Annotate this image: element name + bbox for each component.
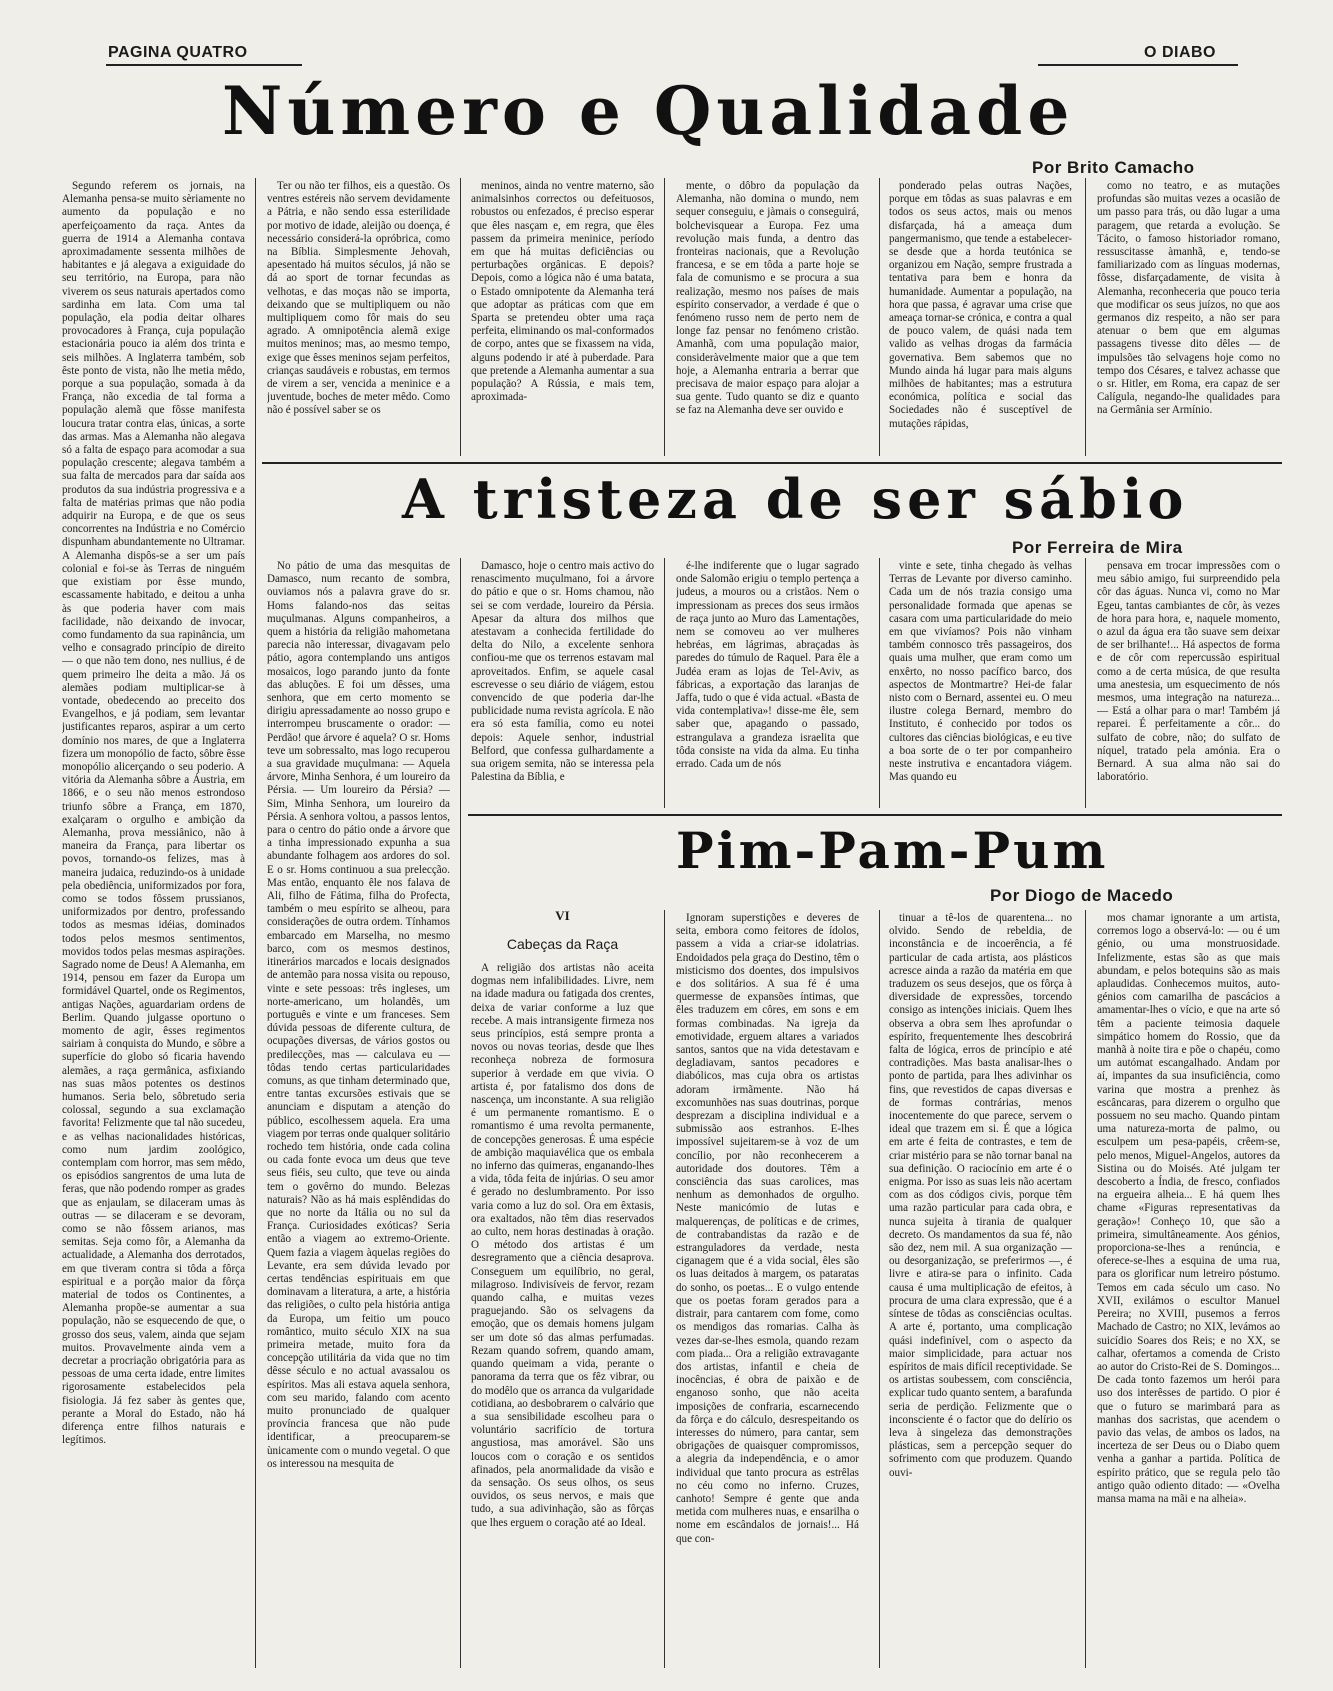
header-rule-right	[1038, 64, 1238, 66]
article1-column-6	[1097, 180, 1280, 456]
article2-column-1	[267, 560, 450, 1668]
column-divider	[664, 178, 665, 456]
article2-column-4-text: vinte e sete, tinha chegado às velhas Terras de Levante por diverso caminho. Cada um de nós trazia consigo uma personalidade formada que apenas se casara com uma particularidade do meio em que vivíamos? Pois não vinham também connosco três passageiros, dos quais uma mulher, que eram como um enxêrto, no nosso pacífico barco, dos aspectos de Montmartre? Hei-de falar nisto com o Bernard, assentei eu. O meu ilustre colega Bernard, membro do Instituto, é conhecido por todos os cultores das ciências biológicas, e eu tive a boa sorte de o ter por companheiro neste instrutiva e encantadora viágem. Mas quando eu	[889, 560, 1072, 784]
article1-column-3	[471, 180, 654, 456]
article2-column-2-text: Damasco, hoje o centro mais activo do renascimento muçulmano, foi a árvore do pátio e que o sr. Homs chamou, não sei se com verdade, loureiro da Pérsia. Apesar da altura dos milhos que atestavam a conhecida fertilidade do delta do Nilo, a excelente senhora confiou-me que os terrenos estavam mal aproveitados. Enfim, se aquele casal escrevesse o seu diário de viágem, estou convencido de que poderia dar-lhe publicidade numa revista agrícola. E não era só esta família, como eu notei depois: Aquele senhor, industrial Belford, que confessa gulhardamente a sua origem semita, não se interessa pela Palestina da Bíblia, e	[471, 560, 654, 784]
article3-column-4	[1097, 912, 1280, 1668]
article2-column-2	[471, 560, 654, 808]
article3-column-3	[889, 912, 1072, 1668]
column-divider	[255, 178, 256, 1668]
article-separator-rule	[262, 462, 1282, 464]
article-title-numero-e-qualidade: Número e Qualidade	[222, 72, 1075, 150]
header-rule-left	[106, 64, 302, 66]
column-divider	[460, 558, 461, 1668]
article1-column-5	[889, 180, 1072, 456]
section-title: Cabeças da Raça	[506, 936, 619, 952]
column-divider	[1085, 558, 1086, 808]
article-byline-ferreira-de-mira: Por Ferreira de Mira	[1012, 538, 1183, 557]
column-divider	[1085, 910, 1086, 1668]
article1-column-1	[62, 180, 245, 1668]
article2-column-3-text: é-lhe indiferente que o lugar sagrado onde Salomão erigiu o templo pertença a judeus, a mouros ou a cristãos. Nem o impressionam as preces dos seus irmãos de raça junto ao Muro das Lamentações, nem se comoveu ao ver mulheres hebréas, em lágrimas, abraçadas às paredes do túmulo de Raquel. Para êle a Judéa eram as lojas de Tel-Aviv, as fábricas, a exportação das laranjas de Jaffa, tudo o que é vida actual. «Basta de vida contemplativa»! disse-me êle, sem saber que, apagando o passado, estrangulava a grandeza israelita que tôda consiste na vida da alma. Eu tinha errado. Cada um de nós	[676, 560, 859, 771]
article1-column-2-text: Ter ou não ter filhos, eis a questão. Os ventres estéreis não servem devidamente a Pátria, e não sendo essa esterilidade por motivo de idade, aleijão ou doença, é necessário considerá-la opróbrica, como na Bíblia. Simplesmente Jehovah, apesentado há muitos séculos, já não se dá ao sport de tornar fecundas as velhotas, e das moças não se importa, deixando que se multipliquem ou não multipliquem como fôr mais do seu agrado. A omnipotência alemã exige muitos meninos; mas, ao mesmo tempo, exige que êsses meninos sejam perfeitos, crianças saudáveis e robustas, em termos de virem a ser, vencida a meninice e a juventude, boches de meter mêdo. Como não é possível saber se os	[267, 180, 450, 417]
article3-column-1-text: A religião dos artistas não aceita dogmas nem infalibilidades. Livre, nem na idade madura ou fatigada dos crentes, deixa de variar conforme a luz que recebe. A mais intransigente firmeza nos seus princípios, está sempre pronta a novos ou novas teorias, desde que lhes reconheça nobreza de formosura superior à verdade em que vivia. O artista é, por fatalismo dos dons de nascença, um inconstante. A sua religião é um permanente romantismo. E o romantismo é uma revolta permanente, de concepções generosas. É uma espécie de ambição maquiavélica que os embala no inferno das quimeras, enganando-lhes a vida, tôda feita de injúrias. O seu amor é gerado no deslumbramento. Por isso varia como a luz do sol. Ora em êxtasis, ora exaltados, não têm dias reservados ao culto, nem horas destinadas à oração. O método dos artistas é um desregramento que a ciência desaprova. Conseguem um equilíbrio, no geral, milagroso. Indivisíveis de fervor, rezam quando calha, e muitas vezes praguejando. São os selvagens da emoção, que os demais homens julgam ser um dote só das almas perfumadas. Rezam quando sofrem, quando amam, quando queimam a vida, perante o panorama da terra que os fêz vibrar, ou do modêlo que os arranca da vulgaridade cotidiana, ao desbobrarem o calvário que a sua sensibilidade escolheu para o voluntário sacrifício de tortura angustiosa, mas amorável. São uns loucos com o coração e os sentidos afinados, pela anormalidade da visão e da sensação. Os seus olhos, os seus ouvidos, os seus nervos, e mais que tudo, a sua adivinhação, são as fôrças que lhes erguem o coração até ao Ideal.	[471, 962, 654, 1529]
article2-column-3	[676, 560, 859, 808]
article1-column-5-text: ponderado pelas outras Nações, porque em tôdas as suas palavras e em todos os seus actos, mais ou menos disfarçada, há a ameaça dum pangermanismo, que tende a estabelecer-se desde que a horda teutónica se organizou em Nação, sempre frustrada a tentativa para bem e honra da humanidade. Aumentar a população, na hora que passa, é agravar uma crise que ameaça tornar-se crónica, e contra a qual de pouco valem, de quási nada tem valido as velhas drogas da farmácia governativa. Bem sabemos que no Mundo ainda há lugar para mais alguns milhões de habitantes; mas a estrutura económica, política e social das Sociedades não é susceptível de mutações rápidas,	[889, 180, 1072, 430]
article1-column-6-text: como no teatro, e as mutações profundas são muitas vezes a ocasião de um passo para trás, ou dão lugar a uma paragem, que retarda a evolução. Se Tácito, o famoso historiador romano, ressuscitasse àmanhã, e, tendo-se familiarizado com as línguas modernas, fôsse, disfarçadamente, de visita à Alemanha, reconheceria que pouco teria que modificar os seus juízos, no que aos germanos diz respeito, a não ser para atenuar o bem que em algumas passagens tivesse dito dêles — de impulsões tão selvagens hoje como no tempo dos Césares, e talvez achasse que o sr. Hitler, em Roma, era capaz de ser Calígula, negando-lhe qualidades para na Germânia ser Armínio.	[1097, 180, 1280, 417]
column-divider	[664, 558, 665, 808]
article3-column-3-text: tinuar a tê-los de quarentena... no olvido. Sendo de rebeldia, de inconstância e de incoerência, a fé particular de cada artista, aos plásticos acresce ainda a razão da matéria em que traduzem os seus desejos, que os fôrça à diversidade de expressões, torcendo consigo as intenções iniciais. Quem lhes observa a obra sem lhes aprofundar o espírito, frequentemente lhes descobrirá falta de lógica, erros de princípio e até contradições. Mas basta analisar-lhes o ponto de partida, para lhes adivinhar os fins, que revestidos de capas diversas e de formas contrárias, menos inocentemente do que parece, servem o ideal que trazem em si. É que a lógica em arte é feita de contrastes, e tem de criar mistério para se não tornar banal na sua definição. O raciocínio em arte é o enigma. Por isso as suas leis não acertam com as dos códigos civis, porque têm uma razão particular para cada obra, e nunca sujeita à tirania de qualquer decreto. Os mandamentos da sua fé, não são dez, nem mil. A sua organização — ou desorganização, se preferirmos —, é livre e atira-se para o infinito. Cada causa é uma multiplicação de efeitos, à procura de uma clara expressão, que é a síntese de tôdas as consciências ocultas. A arte é, portanto, uma complicação quási indefinível, com o aspecto da maior simplicidade, para actuar nos espíritos de mais difícil receptividade. Se os artistas soubessem, com consciência, explicar tudo quanto sentem, a barafunda seria de perdição. Felizmente que o inconsciente é o factor que do delírio os leva à singeleza das demonstrações plásticas, sem a percepção sequer do sofrimento com que produzem. Quando ouvi-	[889, 912, 1072, 1479]
section-number: VI	[555, 908, 570, 923]
article3-column-2	[676, 912, 859, 1668]
article-separator-rule	[468, 814, 1282, 816]
article-byline-diogo-de-macedo: Por Diogo de Macedo	[990, 886, 1174, 905]
newspaper-name-header: O DIABO	[1144, 44, 1216, 61]
article3-column-2-text: Ignoram superstições e deveres de seita, embora como feitores de ídolos, passem a vida a criar-se idolatrias. Endoidados pela graça do Destino, têm o misticismo dos doentes, dos impulsivos e dos solitários. A sua fé é uma quermesse de expansões íntimas, que êles traduzem em côres, em sons e em formas combinadas. Na igreja da emotividade, erguem altares a variados santos, santos que na vida detestavam e degladiavam, santos pecadores e diabólicos, mas cuja obra os artistas adoram irmãmente. Não há excomunhões nas suas doutrinas, porque desprezam a disciplina individual e a submissão aos estranhos. E-lhes impossível sujeitarem-se à voz de um concílio, por não reconhecerem a autoridade dos doutores. Têm a consciência das suas carolices, mas nenhum as demonhados de orgulho. Neste manicómio de lutas e malquerenças, de políticas e de crimes, de contrabandistas da razão e de estranguladores da verdade, nesta ciganagem que é a vida social, êles são os luas deitados à margem, os pataratas do sonho, os poetas... E o vulgo entende que os poetas foram gerados para a distrair, para cantarem com fome, como os mendigos das romarias. Calha às vezes dar-se-lhes esmola, quando rezam com piada... Ora a religião extravagante dos artistas, infantil e cheia de inocências, é obra de paixão e de enganoso sonho, que não aceita imposições de confraria, escarnecendo da fôrça e do cálculo, desrespeitando os interesses do número, para cantar, sem obrigações de quaisquer compromissos, a alegria da independência, e o amor individual que tanto procura as estrêlas no céu como no inferno. Cruzes, canhoto! Sempre é gente que anda metida com mulheres nuas, e ensarilha o nome em escândalos de jornais!... Há que con-	[676, 912, 859, 1545]
article1-column-4	[676, 180, 859, 456]
article2-column-5-text: pensava em trocar impressões com o meu sábio amigo, fui surpreendido pela côr das águas. Nunca vi, como no Mar Egeu, tantas cambiantes de côr, às vezes de hora para hora, e, naquele momento, o azul da água era tão suave sem deixar de ser brilhante!... Há aspectos de forma e de côr com repercussão espiritual como a de certa música, de que resulta uma anestesia, um esquecimento de nós mesmos, uma integração na natureza... — Está a olhar para o mar! Também já reparei. É perfeitamente a côr... do sulfato de cobre, não; do sulfato de níquel, tratado pela amónia. Era o Bernard. A sua alma não sai do laboratório.	[1097, 560, 1280, 784]
article1-column-1-text: Segundo referem os jornais, na Alemanha pensa-se muito sèriamente no aumento da população e no aperfeiçoamento da raça. Antes da guerra de 1914 a Alemanha contava aproximadamente sessenta milhões de habitantes e já alegava a exiguidade do seu território, na Europa, para não viverem os seus naturais apertados como sardinha em lata. Com uma tal população, ela podia deitar olhares provocadores à França, cuja população estacionária pouco ia além dos trinta e seis milhões. A Inglaterra também, sob êste ponto de vista, não lhe metia mêdo, porque a sua população, somada à da França, não excedia de tal forma a população alemã que fôsse manifesta loucura tratar contra elas, únicas, a sorte das armas. Mas a Alemanha não alegava só a falta de espaço para acomodar a sua população crescente; alegava também a sua falta de mercados para dar saída aos produtos da sua indústria progressiva e a falta de matérias primas que não podia adquirir na Europa, e de que os seus concorrentes na Indústria e no Comércio dispunham abundantemente no Ultramar. A Alemanha dispôs-se a ser um país colonial e foi-se às Terras de ninguém que existiam por êsse mundo, escassamente habitado, e deitou a unha às que poderia haver com mais facilidade, não deixando de invocar, como fundamento da sua rapinância, um velho e consagrado princípio de direito — o que não tem dono, nes nullius, é de quem primeiro lhe deita a mão. Já os alemães podiam multiplicar-se à vontade, obedecendo ao preceito dos Evangelhos, e já podiam, sem levantar justificantes reparos, aspirar a um certo domínio nos mares, de que a Inglaterra fizera um monopólio de facto, sôbre êsse monopólio alicerçando o seu poderio. A vitória da Alemanha sôbre a Áustria, em 1866, e o seu não menos estrondoso triunfo sôbre a França, em 1870, exalçaram o orgulho e ambição da Alemanha, prova messiânico, não à maneira da França, para libertar os povos, tornando-os felizes, mas à maneira judaica, reduzindo-os à unidade pela obediência, uniformizados por fora, como se todos fôssem prussianos, uniformizados por dentro, professando todos as mesmas idéias, dominados todos pelos mesmos sentimentos, movidos todos pelas mesmas aspirações. Sagrado nome de Deus! A Alemanha, em 1914, pensou em fazer da Europa um formidável Quartel, onde os Regimentos, antigas Nações, aguardariam ordens de Berlim. Quando julgasse oportuno o momento de agir, êsses regimentos sairiam à conquista do Mundo, e sôbre a superfície do globo só ficaria havendo alemães, a raça germânica, asfixiando nas suas mãos potentes os destinos humanos. Seria belo, sôbretudo seria colossal, segundo a sua exclamação favorita! Felizmente que tal não sucedeu, e as velhas nacionalidades históricas, como num jardim zoológico, contemplam com horror, mas sem mêdo, os episódios sangrentos de uma luta de feras, que não podendo romper as grades que as enjaulam, se dilaceram umas às outras — se dilaceram e se devoram, como se não fôssem arianos, mas semitas. Seja como fôr, a Alemanha da actualidade, a Alemanha dos derrotados, em que tiveram contra si tôda a fôrça espiritual e a porção maior da fôrça material de todos os Continentes, a Alemanha propõe-se aumentar a sua população, não se esquecendo de que, o grosso dos seus, valem, ainda que sejam muitos. Provavelmente ainda vem a decretar a procriação obrigatória para as pessoas de uma certa idade, entre limites rigorosamente estabelecidos pela fisiologia. Já fez saber às gentes que, perante a Moral do Estado, não há diferença entre filhos naturais e legítimos.	[62, 180, 245, 1447]
article3-column-4-text: mos chamar ignorante a um artista, corremos logo a observá-lo: — ou é um génio, ou uma monstruosidade. Infelizmente, estas são as que mais abundam, e pelos botequins são as mais aplaudidas. Conhecemos muitos, auto-génios com camarilha de pascácios a amamentar-lhes o vício, e que na arte só têm a paciente teimosia daquele simpático homem do Rossio, que da manhã à noite tira e põe o chapéu, como um autómat escangalhado. Andam por aí, impantes da sua insuficiência, como varina que mostra a prenhez às escâncaras, para dizerem o orgulho que possuem no seu macho. Quando pintam uma natureza-morta de palmo, ou esculpem um pesa-papéis, crêem-se, pelo menos, Miguel-Angelos, autores da Sistina ou do Moisés. Até julgam ter descoberto a Índia, de fresco, confiados na ergueira alheia... E há quem lhes chame «Figuras representativas da geração»! Conheço 10, que são a primeira, simultâneamente. Aos génios, proporciona-se-lhes a renúncia, e oferece-se-lhes a esquina de uma rua, para os glorificar num letreiro póstumo. Temos em cada século um caso. No XVII, exilámos o escultor Manuel Pereira; no XVIII, pusemos a ferros Machado de Castro; no XIX, levámos ao suicídio Soares dos Reis; e no XX, se calhar, ofertamos a comenda de Cristo ao autor do Cristo-Rei de S. Domingos... De cada tonto fazemos um herói para uso dos interêsses de partido. O pior é que o futuro se marimbará para as manhas dos sacristas, que acendem o pavio das velas, de ambos os lados, na incerteza de ser Deus ou o Diabo quem venha a ganhar a partida. Política de espírito prático, que se regula pelo tão antigo quão odiento ditado: — «Ovelha mansa mama na mãi e na alheia».	[1097, 912, 1280, 1505]
article1-column-2	[267, 180, 450, 456]
column-divider	[1085, 178, 1086, 456]
article3-column-1	[471, 962, 654, 1668]
column-divider	[879, 558, 880, 808]
column-divider	[460, 178, 461, 456]
article-byline-brito-camacho: Por Brito Camacho	[1032, 158, 1195, 177]
article2-column-1-text: No pátio de uma das mesquitas de Damasco, num recanto de sombra, ouviamos nós a palavra grave do sr. Homs falando-nos das seitas muçulmanas. Alguns companheiros, a quem a história da religião mahometana parecia não interessar, divagavam pelo pátio, agora contemplando uns antigos mosaicos, logo parando junto da fonte das abluções. E foi um dêsses, uma senhora, que em certo momento se dirigiu apressadamente ao nosso grupo e interrompeu bruscamente o orador: — Perdão! que árvore é aquela? O sr. Homs teve um sobressalto, mas logo recuperou a sua gravidade muçulmana: — Aquela árvore, Minha Senhora, é um loureiro da Pérsia. — Um loureiro da Pérsia? — Sim, Minha Senhora, um loureiro da Pérsia. A senhora voltou, a passos lentos, para o centro do pátio onde a árvore que a tinha impressionado expunha a sua abundante folhagem aos ardores do sol. E o sr. Homs continuou a sua prelecção. Mas então, enquanto êle nos falava de Ali, filho de Fátima, filha do Profecta, também o meu espírito se alheou, para considerações de outra ordem. Tínhamos embarcado em Marselha, no mesmo barco, com os mesmos destinos, itinerários marcados e locais designados de antemão para nossa visita ou repouso, vinte e sete pessoas: três ingleses, um norte-americano, um holandês, um português e vinte e um franceses. Sem dúvida pessoas de diferente cultura, de ocupações diversas, de vários gostos ou predilecções, mas — calculava eu — tôdas tendo certas particularidades comuns, as que tinham determinado que, entre tantas excursões estivais que se anunciam e disputam a atenção do público, escolhessem aquela. Era uma viagem por terras onde qualquer solitário rochedo tem história, onde cada colina ou cada fonte evoca um deus que teve seus fiéis, seu culto, que teve ou ainda tem o govêrno do mundo. Belezas naturais? Não as há mais esplêndidas do que no norte da Itália ou no sul da França. Curiosidades exóticas? Seria então a viagem ao extremo-Oriente. Quem fazia a viagem àquelas regiões do Levante, era sem dúvida levado por certas tendências espirituais em que dominavam a literatura, a arte, a história das religiões, o culto pela história antiga da Europa, um feitio um pouco romântico, muito século XIX na sua primeira metade, muito fora da concepção utilitária da vida que no tim dêsse século e no actual avassalou os espíritos. Mas ali estava aquela senhora, com seu marido, falando com acento muito pronunciado de qualquer província francesa que não pude identificar, a preocuparem-se ùnicamente com o mundo vegetal. O que os interessou na mesquita de	[267, 560, 450, 1470]
column-divider	[879, 178, 880, 456]
article-title-a-tristeza-de-ser-sabio: A tristeza de ser sábio	[402, 467, 1189, 531]
page-number-header: PAGINA QUATRO	[108, 44, 248, 61]
column-divider	[664, 910, 665, 1668]
article2-column-4	[889, 560, 1072, 808]
article1-column-4-text: mente, o dôbro da população da Alemanha, não domina o mundo, nem sequer conseguiu, e jàmais o conseguirá, bolchevisquear a Europa. Fez uma revolução mais funda, a dentro das fronteiras nacionais, que a Revolução francesa, e se em tôda a parte hoje se fala de comunismo e se procura a sua realização, mesmo nos países de mais espírito conservador, a verdade é que o fenómeno russo nem de perto nem de longe faz pensar no fenómeno cristão. Amanhã, com uma população maior, consideràvelmente maior que a que tem hoje, a Alemanha entraria a berrar que precisava de maior espaço para alojar a sua gente. Tudo quanto se diz e quanto se faz na Alemanha deve ser ouvido e	[676, 180, 859, 417]
column-divider	[879, 910, 880, 1668]
article1-column-3-text: meninos, ainda no ventre materno, são animalsinhos correctos ou defeituosos, robustos ou enfezados, é preciso esperar que êles nasçam e, em regra, que êles passem da primeira meninice, período em que há muitas deficiências ou perturbações orgânicas. E depois? Depois, como a lógica não é uma batata, o Estado omnipotente da Alemanha terá que adoptar as práticas com que em Sparta se pretendeu obter uma raça perfeita, eliminando os mal-conformados de corpo, antes que se fixassem na vida, alguns podendo ir até à puberdade. Para que pretende a Alemanha aumentar a sua população? A Rússia, e mais tem, aproximada-	[471, 180, 654, 404]
article-title-pim-pam-pum: Pim-Pam-Pum	[676, 821, 1109, 880]
article2-column-5	[1097, 560, 1280, 808]
